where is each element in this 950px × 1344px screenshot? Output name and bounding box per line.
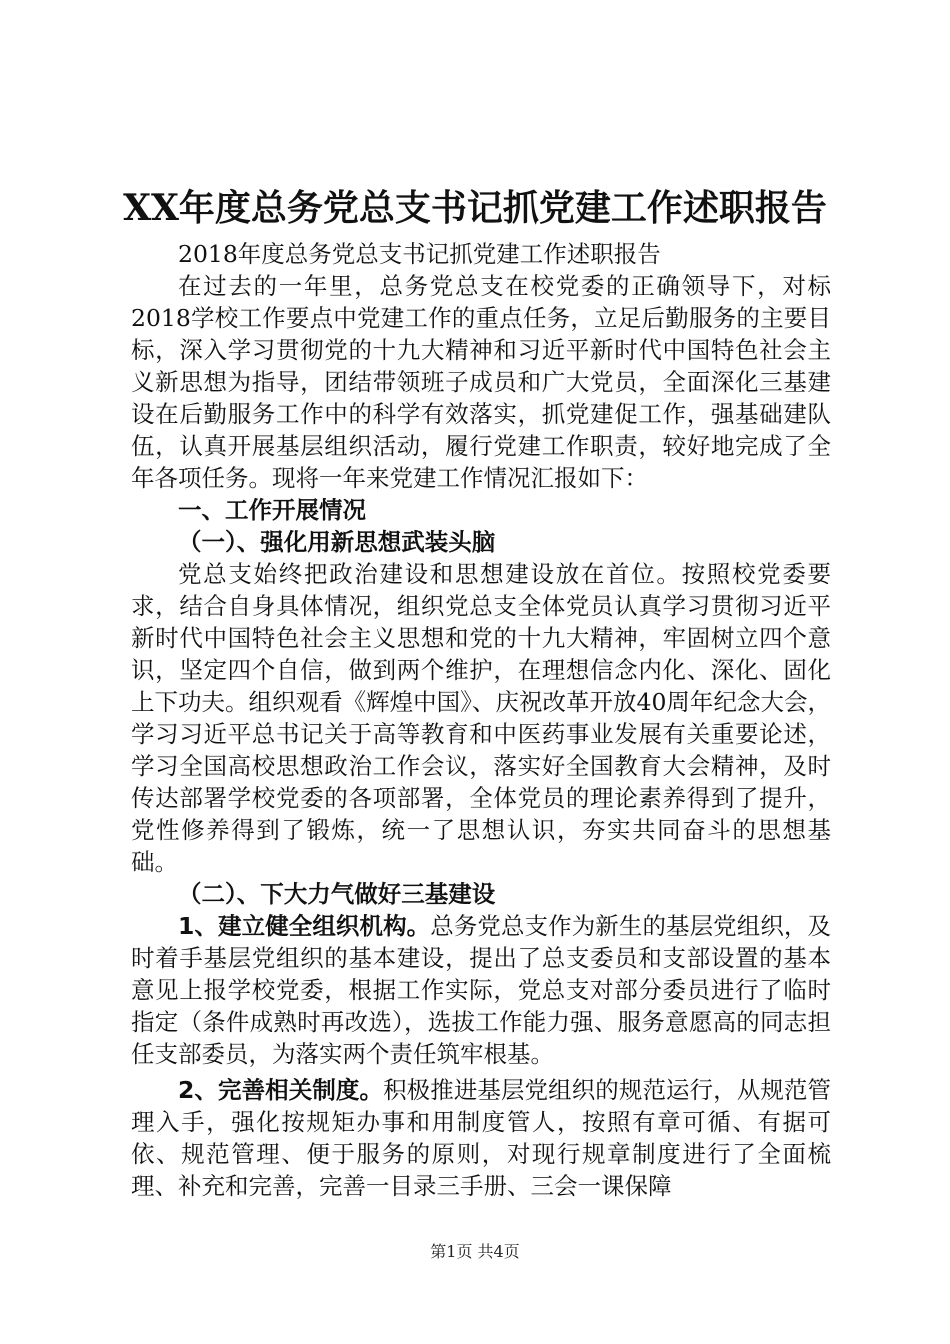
item-1-paragraph [131,910,831,1070]
subsection-heading-1: （一）、强化用新思想武装头脑 [178,528,496,556]
item-1-text: 总务党总支作为新生的基层党组织，及时着手基层党组织的基本建设，提出了总支委员和支部设置的基本意见上报学校党委，根据工作实际，党总支对部分委员进行了临时指定（条件成熟时再改选），选拔工作能力强、服务意愿高的同志担任支部委员，为落实两个责任筑牢根基。 [131,912,832,1068]
item-2-text: 积极推进基层党组织的规范运行，从规范管理入手，强化按规矩办事和用制度管人，按照有章可循、有据可依、规范管理、便于服务的原则，对现行规章制度进行了全面梳理、补充和完善，完善一目录三手册、三会一课保障 [131,1076,832,1200]
subsection-heading-2: （二）、下大力气做好三基建设 [178,880,496,908]
item-2-lead: 2、完善相关制度。 [178,1076,384,1104]
page-footer: 第1页 共4页 [430,1242,520,1261]
item-1-lead: 1、建立健全组织机构。 [178,912,431,940]
section-heading: 一、工作开展情况 [178,496,366,524]
subtitle-line: 2018年度总务党总支书记抓党建工作述职报告 [178,240,661,268]
document-body [131,238,831,1202]
intro-paragraph: 在过去的一年里，总务党总支在校党委的正确领导下，对标2018学校工作要点中党建工作的重点任务，立足后勤服务的主要目标，深入学习贯彻党的十九大精神和习近平新时代中国特色社会主义新思想为指导，团结带领班子成员和广大党员，全面深化三基建设在后勤服务工作中的科学有效落实，抓党建促工作，强基础建队伍，认真开展基层组织活动，履行党建工作职责，较好地完成了全年各项任务。现将一年来党建工作情况汇报如下： [131,272,831,492]
document-title: XX年度总务党总支书记抓党建工作述职报告 [123,187,827,229]
item-2-paragraph [131,1074,831,1202]
subsection-1-paragraph: 党总支始终把政治建设和思想建设放在首位。按照校党委要求，结合自身具体情况，组织党总支全体党员认真学习贯彻习近平新时代中国特色社会主义思想和党的十九大精神，牢固树立四个意识，坚定四个自信，做到两个维护，在理想信念内化、深化、固化上下功夫。组织观看《辉煌中国》、庆祝改革开放40周年纪念大会，学习习近平总书记关于高等教育和中医药事业发展有关重要论述，学习全国高校思想政治工作会议，落实好全国教育大会精神，及时传达部署学校党委的各项部署，全体党员的理论素养得到了提升，党性修养得到了锻炼，统一了思想认识，夯实共同奋斗的思想基础。 [131,560,831,876]
